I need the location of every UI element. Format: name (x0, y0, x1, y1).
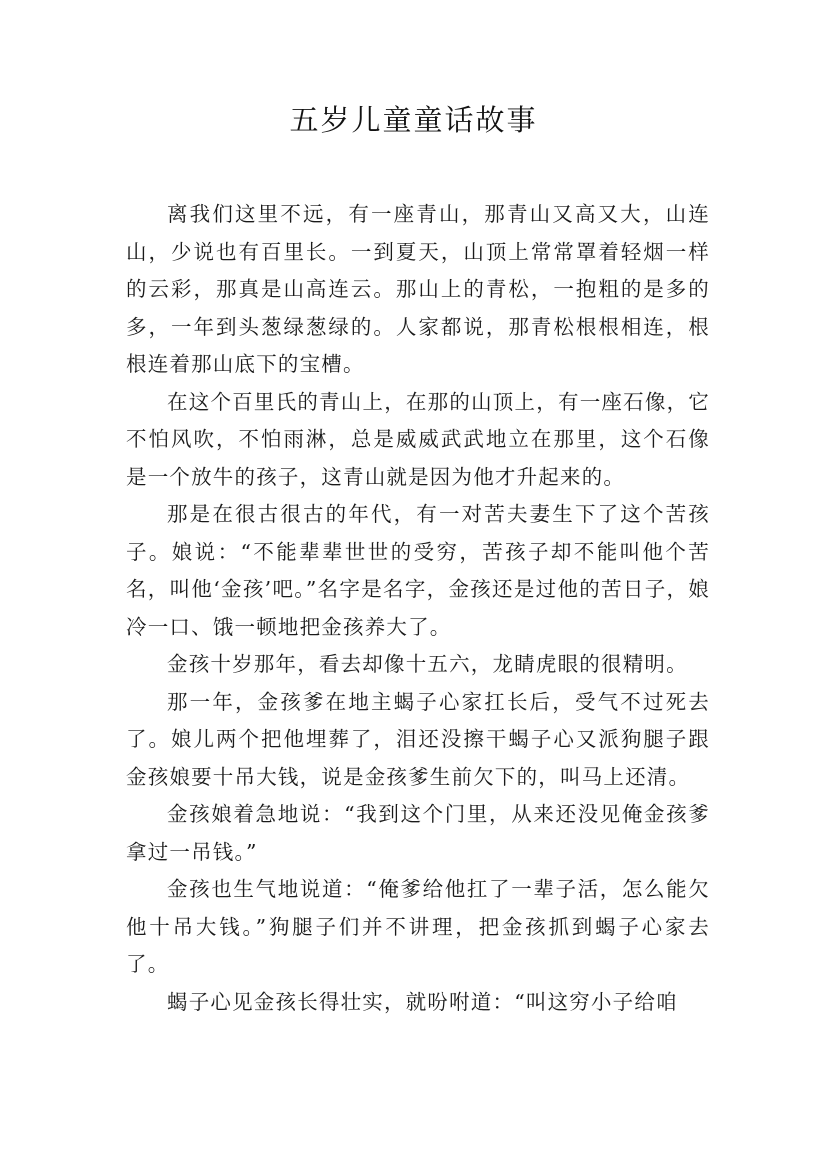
document-body (126, 196, 710, 1021)
paragraph: 金孩也生气地说道：“俺爹给他扛了一辈子活，怎么能欠他十吊大钱。”狗腿子们并不讲理，把金孩抓到蝎子心家去了。 (126, 877, 710, 976)
paragraph: 金孩十岁那年，看去却像十五六，龙睛虎眼的很精明。 (167, 652, 688, 676)
document-title: 五岁儿童童话故事 (289, 103, 538, 137)
paragraph: 在这个百里氏的青山上，在那的山顶上，有一座石像，它不怕风吹，不怕雨淋，总是威威武武地立在那里，这个石像是一个放牛的孩子，这青山就是因为他才升起来的。 (126, 389, 710, 489)
paragraph: 那一年，金孩爹在地主蝎子心家扛长后，受气不过死去了。娘儿两个把他埋葬了，泪还没擦干蝎子心又派狗腿子跟金孩娘要十吊大钱，说是金孩爹生前欠下的，叫马上还清。 (126, 689, 710, 789)
paragraph: 那是在很古很古的年代，有一对苦夫妻生下了这个苦孩子。娘说：“不能辈辈世世的受穷，苦孩子却不能叫他个苦名，叫他‘金孩’吧。”名字是名字，金孩还是过他的苦日子，娘冷一口、饿一顿地把金孩养大了。 (126, 502, 710, 639)
paragraph: 金孩娘着急地说：“我到这个门里，从来还没见俺金孩爹拿过一吊钱。” (126, 802, 710, 864)
paragraph: 蝎子心见金孩长得壮实，就吩咐道：“叫这穷小子给咱 (167, 989, 678, 1014)
paragraph: 离我们这里不远，有一座青山，那青山又高又大，山连山，少说也有百里长。一到夏天，山顶上常常罩着轻烟一样的云彩，那真是山高连云。那山上的青松，一抱粗的是多的多，一年到头葱绿葱绿的。人家都说，那青松根根相连，根根连着那山底下的宝槽。 (126, 202, 710, 376)
